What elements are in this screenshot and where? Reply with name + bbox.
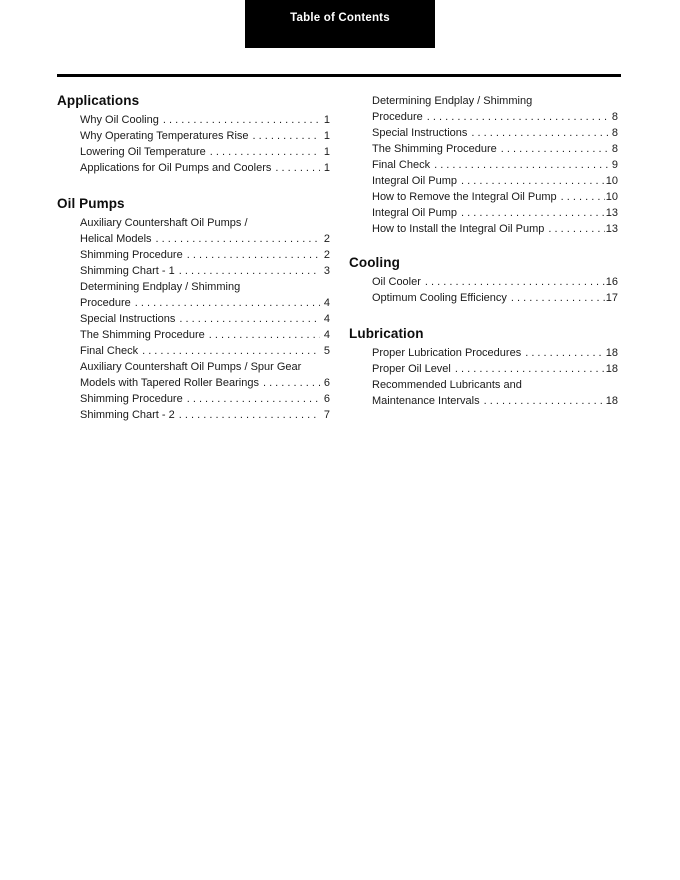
toc-entry-page: 5: [323, 345, 330, 357]
toc-entry-title: Shimming Chart - 2: [80, 409, 175, 421]
toc-entry: [57, 247, 330, 263]
toc-entry-page: 16: [605, 276, 618, 288]
toc-entry-title: Procedure: [372, 111, 423, 123]
toc-entry-title: How to Install the Integral Oil Pump: [372, 223, 545, 235]
dot-leader: [253, 128, 320, 144]
dot-leader: [179, 407, 320, 423]
toc-entry: [349, 157, 618, 173]
toc-entry: [349, 205, 618, 221]
toc-entry-page: 9: [611, 159, 618, 171]
toc-entry-title: Models with Tapered Roller Bearings: [80, 377, 259, 389]
toc-entry: [349, 274, 618, 290]
toc-entry-title: Proper Oil Level: [372, 363, 451, 375]
dot-leader: [210, 144, 320, 160]
page-title: Table of Contents: [290, 12, 390, 24]
toc-entry-title: The Shimming Procedure: [372, 143, 497, 155]
header-rule: [57, 74, 621, 77]
toc-entry: [57, 375, 330, 391]
toc-entry: [349, 345, 618, 361]
toc-entry: [57, 327, 330, 343]
toc-entry-page: 6: [323, 377, 330, 389]
toc-entry-title: Applications for Oil Pumps and Coolers: [80, 162, 272, 174]
toc-entry: [349, 393, 618, 409]
dot-leader: [484, 393, 605, 409]
toc-column-left: [57, 93, 330, 423]
toc-entry: [57, 311, 330, 327]
toc-entry: [349, 141, 618, 157]
toc-entry-page: 10: [605, 175, 618, 187]
toc-entry: [57, 144, 330, 160]
toc-entry-page: 4: [323, 313, 330, 325]
toc-entry-continuation: [57, 279, 330, 295]
toc-entry-page: 8: [611, 143, 618, 155]
toc-entry-title: Optimum Cooling Efficiency: [372, 292, 507, 304]
toc-entry-page: 1: [323, 130, 330, 142]
toc-entry-page: 8: [611, 111, 618, 123]
toc-entry-title: Shimming Procedure: [80, 393, 183, 405]
dot-leader: [187, 391, 320, 407]
dot-leader: [461, 205, 605, 221]
toc-entry: [57, 343, 330, 359]
toc-entry-title: Shimming Procedure: [80, 249, 183, 261]
toc-entry: [57, 128, 330, 144]
toc-entry-title: The Shimming Procedure: [80, 329, 205, 341]
toc-entry-page: 6: [323, 393, 330, 405]
toc-entry-page: 1: [323, 162, 330, 174]
toc-entry: [57, 295, 330, 311]
toc-entry-title: Recommended Lubricants and: [372, 379, 522, 391]
toc-entry-page: 4: [323, 329, 330, 341]
toc-entry-title: Shimming Chart - 1: [80, 265, 175, 277]
toc-entry-page: 2: [323, 233, 330, 245]
toc-entry-page: 3: [323, 265, 330, 277]
section-heading-oil-pumps: Oil Pumps: [57, 196, 125, 211]
dot-leader: [425, 274, 605, 290]
dot-leader: [501, 141, 611, 157]
toc-entry: [349, 221, 618, 237]
toc-entry: [57, 263, 330, 279]
toc-entry-page: 1: [323, 114, 330, 126]
toc-entry-page: 13: [605, 223, 618, 235]
dot-leader: [263, 375, 320, 391]
dot-leader: [179, 263, 320, 279]
dot-leader: [135, 295, 320, 311]
toc-entry-title: Helical Models: [80, 233, 152, 245]
dot-leader: [275, 160, 320, 176]
toc-entry-title: Special Instructions: [80, 313, 176, 325]
toc-entry-page: 10: [605, 191, 618, 203]
toc-entry-page: 13: [605, 207, 618, 219]
dot-leader: [142, 343, 320, 359]
toc-entry-title: Maintenance Intervals: [372, 395, 480, 407]
dot-leader: [548, 221, 604, 237]
toc-entry-page: 18: [605, 363, 618, 375]
dot-leader: [427, 109, 611, 125]
title-banner: [245, 0, 435, 48]
toc-entry-continuation: [57, 215, 330, 231]
dot-leader: [561, 189, 605, 205]
toc-entry-title: Proper Lubrication Procedures: [372, 347, 522, 359]
toc-entry-title: Why Oil Cooling: [80, 114, 159, 126]
toc-entry-page: 1: [323, 146, 330, 158]
toc-entry-title: Special Instructions: [372, 127, 468, 139]
toc-entry-page: 18: [605, 347, 618, 359]
toc-entry-page: 2: [323, 249, 330, 261]
dot-leader: [511, 290, 605, 306]
toc-column-right: [349, 93, 618, 409]
toc-entry-title: How to Remove the Integral Oil Pump: [372, 191, 557, 203]
toc-entry-title: Auxiliary Countershaft Oil Pumps /: [80, 217, 248, 229]
toc-entry-title: Lowering Oil Temperature: [80, 146, 206, 158]
toc-entry-title: Determining Endplay / Shimming: [80, 281, 241, 293]
dot-leader: [525, 345, 605, 361]
section-heading-cooling: Cooling: [349, 255, 400, 270]
toc-entry-title: Integral Oil Pump: [372, 207, 457, 219]
toc-entry-title: Determining Endplay / Shimming: [372, 95, 533, 107]
dot-leader: [179, 311, 319, 327]
toc-entry-page: 4: [323, 297, 330, 309]
toc-entry: [349, 173, 618, 189]
dot-leader: [187, 247, 320, 263]
toc-entry-continuation: [349, 377, 618, 393]
toc-entry: [57, 160, 330, 176]
toc-entry: [57, 391, 330, 407]
dot-leader: [455, 361, 605, 377]
dot-leader: [471, 125, 610, 141]
toc-entry-continuation: [349, 93, 618, 109]
dot-leader: [156, 231, 320, 247]
toc-entry-title: Integral Oil Pump: [372, 175, 457, 187]
toc-entry: [349, 109, 618, 125]
toc-entry: [349, 189, 618, 205]
toc-entry-title: Auxiliary Countershaft Oil Pumps / Spur Gear: [80, 361, 302, 373]
dot-leader: [434, 157, 611, 173]
toc-entry-page: 8: [611, 127, 618, 139]
toc-entry-title: Why Operating Temperatures Rise: [80, 130, 249, 142]
toc-entry: [57, 231, 330, 247]
toc-entry: [349, 290, 618, 306]
dot-leader: [163, 112, 320, 128]
toc-entry-page: 17: [605, 292, 618, 304]
toc-entry-page: 18: [605, 395, 618, 407]
toc-entry-continuation: [57, 359, 330, 375]
toc-entry: [349, 125, 618, 141]
toc-entry-title: Procedure: [80, 297, 131, 309]
dot-leader: [461, 173, 605, 189]
toc-entry: [57, 407, 330, 423]
section-heading-lubrication: Lubrication: [349, 326, 424, 341]
dot-leader: [209, 327, 320, 343]
toc-entry-title: Final Check: [372, 159, 431, 171]
toc-entry-title: Final Check: [80, 345, 139, 357]
toc-entry-title: Oil Cooler: [372, 276, 421, 288]
toc-entry-page: 7: [323, 409, 330, 421]
toc-entry: [57, 112, 330, 128]
toc-entry: [349, 361, 618, 377]
section-heading-applications: Applications: [57, 93, 140, 108]
